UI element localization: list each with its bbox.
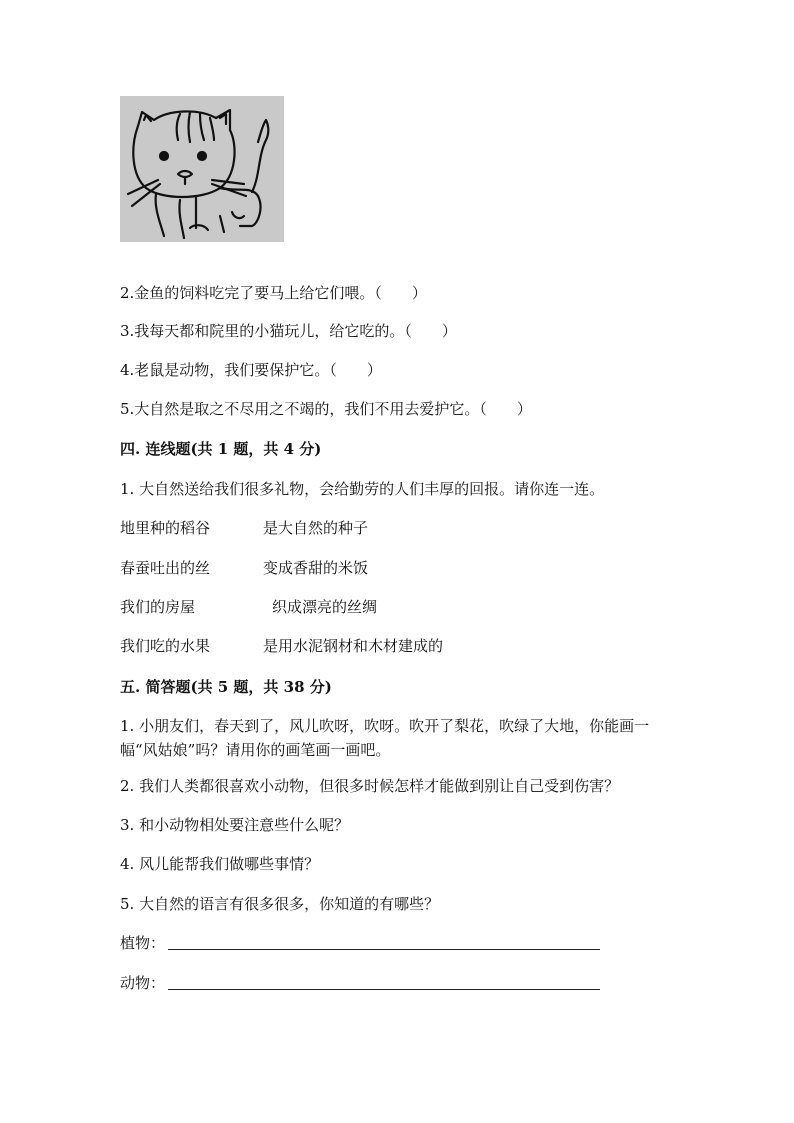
judge-question-4: 4.老鼠是动物，我们要保护它。（ ） bbox=[120, 361, 382, 379]
cat-drawing-image bbox=[120, 96, 284, 242]
short-answer-question-4: 4. 风儿能帮我们做哪些事情？ bbox=[120, 855, 320, 873]
animals-label: 动物： bbox=[120, 974, 166, 992]
matching-question-1: 1. 大自然送给我们很多礼物，会给勤劳的人们丰厚的回报。请你连一连。 bbox=[120, 480, 605, 498]
section-4-heading: 四. 连线题(共 1 题，共 4 分) bbox=[120, 440, 322, 458]
short-answer-question-2: 2. 我们人类都很喜欢小动物，但很多时候怎样才能做到别让自己受到伤害？ bbox=[120, 777, 620, 795]
short-answer-question-5: 5. 大自然的语言有很多很多，你知道的有哪些？ bbox=[120, 895, 440, 913]
match-left-item: 春蚕吐出的丝 bbox=[120, 559, 211, 577]
plants-label: 植物： bbox=[120, 934, 166, 952]
plants-answer-line[interactable] bbox=[168, 949, 600, 950]
match-right-item: 变成香甜的米饭 bbox=[263, 559, 369, 577]
match-right-item: 是大自然的种子 bbox=[263, 519, 369, 537]
animals-answer-line[interactable] bbox=[168, 989, 600, 990]
judge-question-5: 5.大自然是取之不尽用之不竭的，我们不用去爱护它。（ ） bbox=[120, 400, 532, 418]
short-answer-question-3: 3. 和小动物相处要注意些什么呢？ bbox=[120, 816, 350, 834]
cat-icon bbox=[120, 96, 284, 242]
judge-question-2: 2.金鱼的饲料吃完了要马上给它们喂。（ ） bbox=[120, 284, 427, 302]
short-answer-question-1: 1. 小朋友们，春天到了，风儿吹呀，吹呀。吹开了梨花，吹绿了大地，你能画一幅“风姑娘”吗？请用你的画笔画一画吧。 bbox=[120, 717, 650, 759]
section-5-heading: 五. 简答题(共 5 题，共 38 分) bbox=[120, 678, 332, 696]
judge-question-3: 3.我每天都和院里的小猫玩儿，给它吃的。（ ） bbox=[120, 322, 457, 340]
match-left-item: 我们的房屋 bbox=[120, 598, 196, 616]
match-left-item: 我们吃的水果 bbox=[120, 637, 211, 655]
match-right-item: 是用水泥钢材和木材建成的 bbox=[263, 637, 444, 655]
match-left-item: 地里种的稻谷 bbox=[120, 519, 211, 537]
match-right-item: 织成漂亮的丝绸 bbox=[272, 598, 378, 616]
